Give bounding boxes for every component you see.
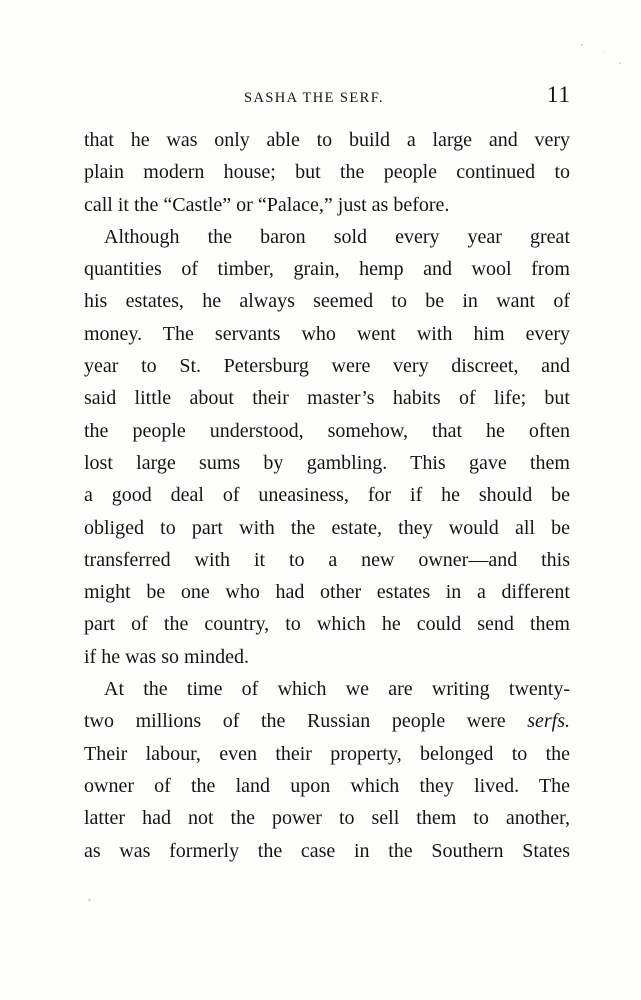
text-line-14: transferred with it to a new owner—and this [84,548,570,571]
text-line-9: said little about their master’s habits of life; but [84,387,570,410]
text-line-4: Although the baron sold every year great [104,225,570,248]
text-line-22: latter had not the power to sell them to another, [84,807,570,830]
page-text [84,124,570,867]
text-line-19-main: two millions of the Russian people were [84,710,528,733]
paper-speck [88,899,91,901]
page-number: 11 [546,82,571,107]
text-line-18: At the time of which we are writing twenty- [104,678,570,701]
text-line-2: plain modern house; but the people continued to [84,161,570,184]
text-line-3: call it the “Castle” or “Palace,” just as before. [84,193,450,216]
text-line-10: the people understood, somehow, that he often [84,419,570,442]
text-line-6: his estates, he always seemed to be in want of [84,290,570,313]
italic-word-serfs: serfs. [527,710,570,733]
text-line-11: lost large sums by gambling. This gave them [84,451,570,474]
text-line-21: owner of the land upon which they lived. The [84,774,570,797]
text-line-23: as was formerly the case in the Southern States [84,839,570,862]
paper-speck [581,44,583,46]
paper-speck [619,62,621,64]
text-line-15: might be one who had other estates in a different [84,581,570,604]
text-line-5: quantities of timber, grain, hemp and wool from [84,258,570,281]
running-head [84,82,571,114]
text-line-12: a good deal of uneasiness, for if he should be [84,484,570,507]
text-line-16: part of the country, to which he could send them [84,613,570,636]
text-line-1: that he was only able to build a large and very [84,129,570,151]
text-line-8: year to St. Petersburg were very discreet, and [84,355,570,378]
paper-speck [603,52,604,53]
text-line-7: money. The servants who went with him every [84,322,570,345]
text-line-13: obliged to part with the estate, they would all be [84,516,570,539]
text-line-17: if he was so minded. [84,645,249,668]
text-line-19 [84,705,570,737]
running-title: SASHA THE SERF. [244,90,385,106]
text-line-20: Their labour, even their property, belonged to the [84,742,570,765]
